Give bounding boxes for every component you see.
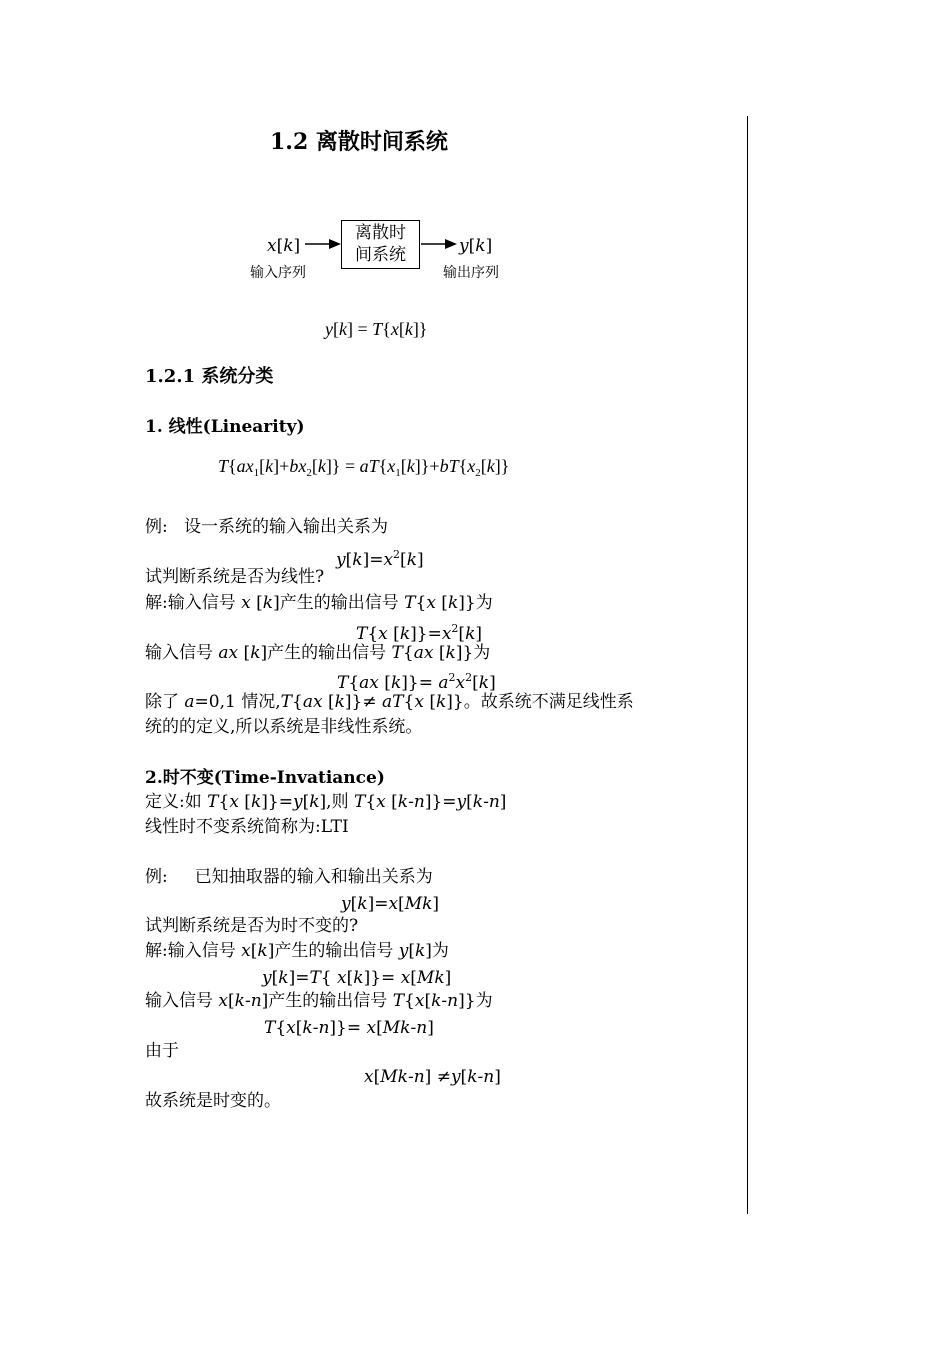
input-arrow: [305, 238, 341, 250]
diagram-input-signal: x[k]: [267, 236, 301, 256]
margin-rule: [747, 116, 748, 1214]
linearity-heading: 1. 线性(Linearity): [145, 417, 305, 437]
linearity-solution-line2: 输入信号 ax [k]产生的输出信号 T{ax [k]}为: [145, 643, 491, 663]
time-invariance-solution-line1: 解:输入信号 x[k]产生的输出信号 y[k]为: [145, 941, 449, 961]
time-invariance-example-equation: y[k]=x[Mk]: [341, 894, 440, 914]
inequality: x[Mk-n] ≠y[k-n]: [364, 1067, 501, 1087]
output-arrow: [421, 238, 457, 250]
subsection-title: 1.2.1 系统分类: [145, 366, 274, 387]
system-box-line2: 间系统: [355, 245, 406, 265]
linearity-solution-eq1: T{x $[k]\}=x^2[k]$: [356, 622, 483, 644]
linearity-example-equation: $y[k]=x^2[k]$: [336, 548, 424, 570]
input-sequence-label: 输入序列: [250, 265, 306, 281]
time-invariance-solution-eq2: T{x[k-n]}= x[Mk-n]: [264, 1018, 434, 1038]
time-invariance-example-intro: 例: 已知抽取器的输入和输出关系为: [145, 867, 433, 887]
linearity-example-intro: 例: 设一系统的输入输出关系为: [145, 517, 388, 537]
system-box-line1: 离散时: [355, 223, 406, 243]
linearity-equation: $T\{ax_1[k]+bx_2[k]\} = aT\{x_1[k]\}+bT\{x_2[k]\}$: [218, 456, 510, 479]
time-invariance-solution-eq1: y[k]=T{ x[k]}= x[Mk]: [262, 968, 452, 988]
section-title: 1.2 离散时间系统: [270, 129, 448, 155]
linearity-conclusion-line1: 除了 a=0,1 情况,T{ax [k]}≠ aT{x [k]}。故系统不满足线性系: [145, 692, 634, 712]
linearity-conclusion-line2: 统的的定义,所以系统是非线性系统。: [145, 717, 423, 737]
time-invariance-conclusion: 故系统是时变的。: [145, 1091, 281, 1111]
time-invariance-question: 试判断系统是否为时不变的?: [145, 916, 359, 936]
system-box: [341, 220, 420, 269]
output-sequence-label: 输出序列: [443, 265, 499, 281]
main-equation: y[k] = T{x[k]}: [325, 319, 428, 339]
diagram-output-signal: y[k]: [459, 236, 493, 256]
time-invariance-solution-line2: 输入信号 x[k-n]产生的输出信号 T{x[k-n]}为: [145, 991, 493, 1011]
linearity-question: 试判断系统是否为线性?: [145, 567, 325, 587]
time-invariance-definition: 定义:如 T{x [k]}=y[k],则 T{x [k-n]}=y[k-n]: [145, 792, 507, 812]
lti-line: 线性时不变系统简称为:LTI: [145, 817, 349, 837]
linearity-solution-line1: 解:输入信号 x [k]产生的输出信号 T{x [k]}为: [145, 593, 493, 613]
because-line: 由于: [145, 1041, 179, 1061]
time-invariance-heading: 2.时不变(Time-Invatiance): [145, 768, 385, 788]
linearity-solution-eq2: T{ax $[k]\}= a^2x^2[k]$: [337, 671, 496, 693]
